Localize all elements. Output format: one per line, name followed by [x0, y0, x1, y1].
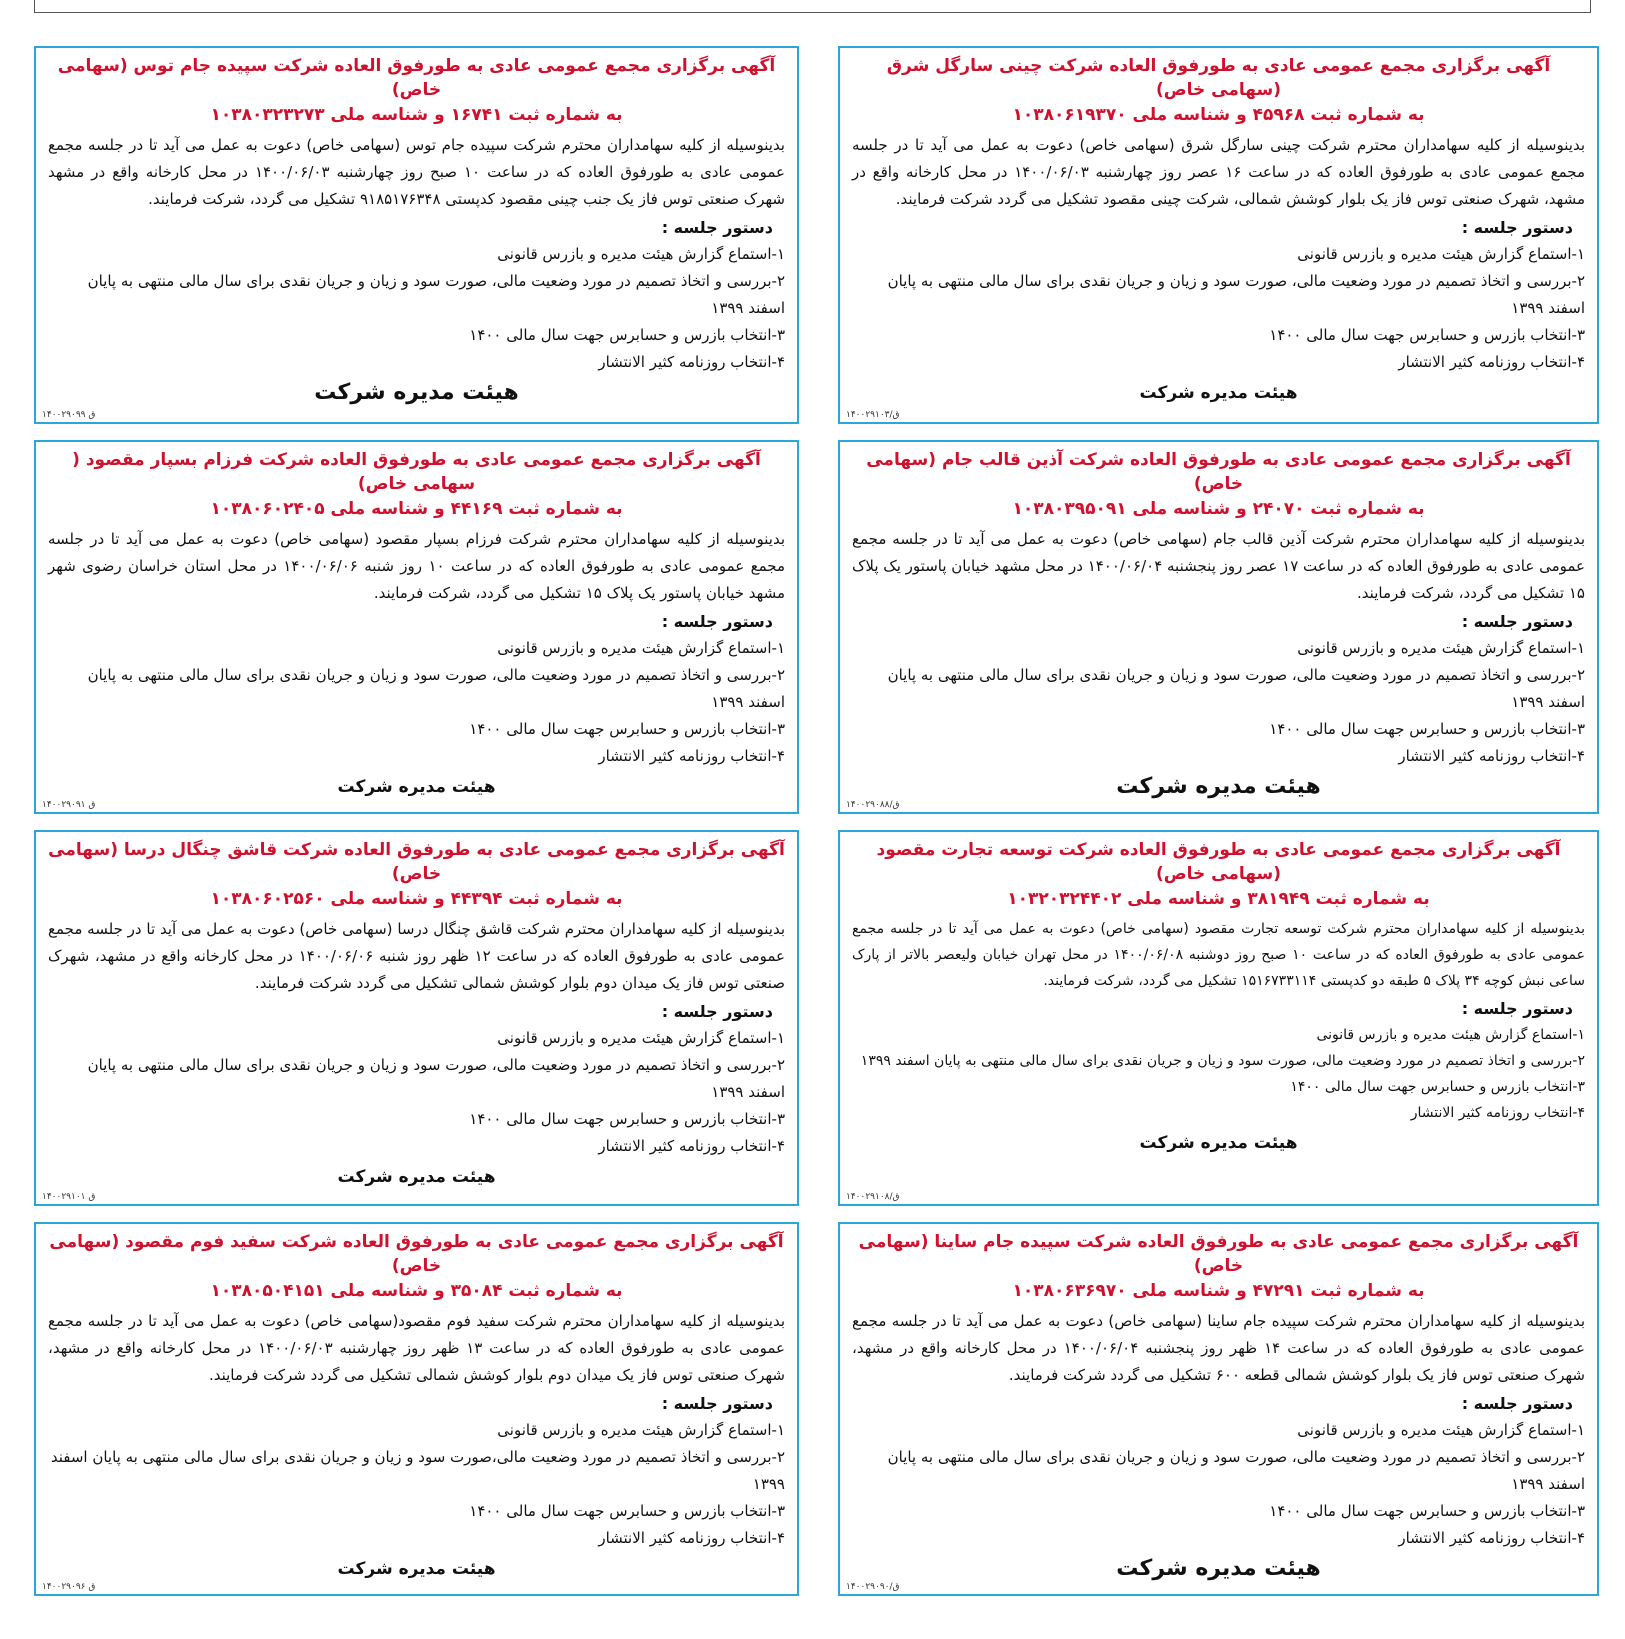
agenda-item: ۱-استماع گزارش هیئت مدیره و بازرس قانونی	[497, 639, 785, 657]
agenda-list	[48, 1025, 785, 1160]
agenda-heading: دستور جلسه :	[661, 218, 773, 237]
agenda-item: ۳-انتخاب بازرس و حسابرس جهت سال مالی ۱۴۰۰	[469, 720, 785, 738]
notice-body: بدینوسیله از کلیه سهامداران محترم شرکت آذین قالب جام (سهامی خاص) دعوت به عمل می آید تا در جلسه مجمع عمومی عادی به طورفوق العاده که در ساعت ۱۷ عصر روز پنجشنبه ۱۴۰۰/۰۶/۰۴ در محل مشهد خیابان پاستور یک پلاک ۱۵ تشکیل می گردد، شرکت فرمایند.	[851, 530, 1585, 602]
agenda-item: ۴-انتخاب روزنامه کثیر الانتشار	[1398, 353, 1585, 371]
agenda-item: ۳-انتخاب بازرس و حسابرس جهت سال مالی ۱۴۰۰	[1290, 1079, 1585, 1095]
agenda-heading: دستور جلسه :	[1461, 999, 1573, 1018]
notice-body: بدینوسیله از کلیه سهامداران محترم شرکت سپیده جام توس (سهامی خاص) دعوت به عمل می آید تا در جلسه مجمع عمومی عادی به طورفوق العاده که در ساعت ۱۰ صبح روز چهارشنبه ۱۴۰۰/۰۶/۰۳ در محل کارخانه واقع در مشهد شهرک صنعتی توس فاز یک جنب چینی مقصود کدپستی ۹۱۸۵۱۷۶۳۴۸ تشکیل می گردد، شرکت فرمایند.	[48, 136, 785, 208]
notice-body: بدینوسیله از کلیه سهامداران محترم شرکت قاشق چنگال درسا (سهامی خاص) دعوت به عمل می آید تا در جلسه مجمع عمومی عادی به طورفوق العاده که در ساعت ۱۲ ظهر روز شنبه ۱۴۰۰/۰۶/۰۶ در محل کارخانه واقع در مشهد، شهرک صنعتی توس فاز یک میدان دوم بلوار کوشش شمالی تشکیل می گردد شرکت فرمایند.	[48, 920, 785, 992]
notice-sefid-foam	[34, 1222, 799, 1596]
agenda-item: ۲-بررسی و اتخاذ تصمیم در مورد وضعیت مالی، صورت سود و زیان و جریان نقدی برای سال مالی منتهی به پایان اسفند ۱۳۹۹	[860, 1053, 1585, 1069]
agenda-heading: دستور جلسه :	[661, 1002, 773, 1021]
agenda-item: ۳-انتخاب بازرس و حسابرس جهت سال مالی ۱۴۰۰	[1269, 720, 1585, 738]
agenda-list	[48, 1417, 785, 1552]
notice-code: ۱۴۰۰۲۹۰۸۸/ق	[846, 800, 900, 810]
notice-code: ۱۴۰۰۲۹۱۰۸/ق	[846, 1192, 900, 1202]
notice-code: ۱۴۰۰۲۹۰۹۱ ق	[42, 800, 96, 810]
agenda-item: ۲-بررسی و اتخاذ تصمیم در مورد وضعیت مالی، صورت سود و زیان و جریان نقدی برای سال مالی منتهی به پایان اسفند ۱۳۹۹	[887, 666, 1585, 711]
notice-code: ۱۴۰۰۲۹۰۹۶ ق	[42, 1582, 96, 1592]
agenda-item: ۱-استماع گزارش هیئت مدیره و بازرس قانونی	[1316, 1027, 1585, 1043]
board-signature: هیئت مدیره شرکت	[1139, 383, 1298, 403]
agenda-item: ۳-انتخاب بازرس و حسابرس جهت سال مالی ۱۴۰۰	[469, 1110, 785, 1128]
agenda-item: ۱-استماع گزارش هیئت مدیره و بازرس قانونی	[1297, 1421, 1585, 1439]
notice-body: بدینوسیله از کلیه سهامداران محترم شرکت توسعه تجارت مقصود (سهامی خاص) دعوت به عمل می آید تا در جلسه مجمع عمومی عادی به طورفوق العاده که در ساعت ۱۰ صبح روز دوشنبه ۱۴۰۰/۰۶/۰۸ در محل تهران خیابان ولیعصر بالاتر از پارک ساعی نبش کوچه ۳۴ پلاک ۵ طبقه دو کدپستی ۱۵۱۶۷۳۳۱۱۴ تشکیل می گردد، شرکت فرمایند.	[852, 921, 1586, 989]
agenda-list	[48, 635, 785, 770]
agenda-list	[852, 1417, 1585, 1552]
agenda-item: ۳-انتخاب بازرس و حسابرس جهت سال مالی ۱۴۰۰	[1269, 1502, 1585, 1520]
board-signature: هیئت مدیره شرکت	[314, 380, 519, 405]
agenda-item: ۳-انتخاب بازرس و حسابرس جهت سال مالی ۱۴۰۰	[1269, 326, 1585, 344]
agenda-item: ۲-بررسی و اتخاذ تصمیم در مورد وضعیت مالی، صورت سود و زیان و جریان نقدی برای سال مالی منتهی به پایان اسفند ۱۳۹۹	[887, 1448, 1585, 1493]
agenda-list	[852, 241, 1585, 376]
board-signature: هیئت مدیره شرکت	[337, 1559, 496, 1579]
notice-registration: به شماره ثبت ۲۴۰۷۰ و شناسه ملی ۱۰۳۸۰۳۹۵۰۹۱	[1012, 499, 1425, 519]
agenda-heading: دستور جلسه :	[1461, 1394, 1573, 1413]
agenda-item: ۴-انتخاب روزنامه کثیر الانتشار	[598, 353, 785, 371]
agenda-item: ۱-استماع گزارش هیئت مدیره و بازرس قانونی	[1297, 245, 1585, 263]
notice-farzam-baspar	[34, 440, 799, 814]
notice-title: آگهی برگزاری مجمع عمومی عادی به طورفوق العاده شرکت آذین قالب جام (سهامی خاص)	[866, 450, 1571, 494]
agenda-list	[852, 635, 1585, 770]
notice-body: بدینوسیله از کلیه سهامداران محترم شرکت سفید فوم مقصود(سهامی خاص) دعوت به عمل می آید تا در جلسه مجمع عمومی عادی به طورفوق العاده که در ساعت ۱۳ ظهر روز چهارشنبه ۱۴۰۰/۰۶/۰۳ در محل کارخانه واقع در مشهد، شهرک صنعتی توس فاز یک میدان دوم بلوار کوشش شمالی تشکیل می گردد شرکت فرمایند.	[48, 1312, 785, 1384]
agenda-item: ۱-استماع گزارش هیئت مدیره و بازرس قانونی	[1297, 639, 1585, 657]
board-signature: هیئت مدیره شرکت	[1116, 774, 1321, 799]
agenda-item: ۱-استماع گزارش هیئت مدیره و بازرس قانونی	[497, 245, 785, 263]
notice-code: ۱۴۰۰۲۹۰۹۹ ق	[42, 410, 96, 420]
board-signature: هیئت مدیره شرکت	[337, 1167, 496, 1187]
board-signature: هیئت مدیره شرکت	[1139, 1133, 1298, 1153]
agenda-item: ۴-انتخاب روزنامه کثیر الانتشار	[598, 747, 785, 765]
agenda-item: ۱-استماع گزارش هیئت مدیره و بازرس قانونی	[497, 1421, 785, 1439]
notice-registration: به شماره ثبت ۴۵۹۶۸ و شناسه ملی ۱۰۳۸۰۶۱۹۳۷۰	[1012, 105, 1425, 125]
agenda-heading: دستور جلسه :	[1461, 218, 1573, 237]
notice-code: ۱۴۰۰۲۹۱۰۳/ق	[846, 410, 900, 420]
notice-registration: به شماره ثبت ۴۴۳۹۴ و شناسه ملی ۱۰۳۸۰۶۰۲۵۶۰	[210, 889, 623, 909]
agenda-item: ۲-بررسی و اتخاذ تصمیم در مورد وضعیت مالی،صورت سود و زیان و جریان نقدی برای سال مالی منتهی به پایان اسفند ۱۳۹۹	[50, 1448, 785, 1493]
notice-body: بدینوسیله از کلیه سهامداران محترم شرکت چینی سارگل شرق (سهامی خاص) دعوت به عمل می آید تا در جلسه مجمع عمومی عادی به طورفوق العاده که در ساعت ۱۶ عصر روز چهارشنبه ۱۴۰۰/۰۶/۰۳ در محل کارخانه واقع در مشهد، شهرک صنعتی توس فاز یک بلوار کوشش شمالی، شرکت چینی مقصود تشکیل می گردد شرکت فرمایند.	[852, 136, 1586, 208]
notice-code: ۱۴۰۰۲۹۱۰۱ ق	[42, 1192, 96, 1202]
notice-sargol-shargh	[838, 46, 1599, 424]
notice-registration: به شماره ثبت ۴۷۲۹۱ و شناسه ملی ۱۰۳۸۰۶۳۶۹۷۰	[1012, 1281, 1425, 1301]
agenda-item: ۴-انتخاب روزنامه کثیر الانتشار	[1410, 1105, 1585, 1121]
notice-body: بدینوسیله از کلیه سهامداران محترم شرکت فرزام بسپار مقصود (سهامی خاص) دعوت به عمل می آید تا در جلسه مجمع عمومی عادی به طورفوق العاده که در ساعت ۱۰ روز شنبه ۱۴۰۰/۰۶/۰۶ در محل استان خراسان رضوی شهر مشهد خیابان پاستور یک پلاک ۱۵ تشکیل می گردد، شرکت فرمایند.	[48, 530, 786, 602]
agenda-item: ۴-انتخاب روزنامه کثیر الانتشار	[1398, 747, 1585, 765]
notice-azin-ghaleb-jam	[838, 440, 1599, 814]
agenda-item: ۴-انتخاب روزنامه کثیر الانتشار	[1398, 1529, 1585, 1547]
notice-registration: به شماره ثبت ۱۶۷۴۱ و شناسه ملی ۱۰۳۸۰۳۲۳۲۷۳	[210, 105, 623, 125]
notice-title: آگهی برگزاری مجمع عمومی عادی به طورفوق العاده شرکت توسعه تجارت مقصود (سهامی خاص)	[876, 840, 1561, 884]
agenda-item: ۲-بررسی و اتخاذ تصمیم در مورد وضعیت مالی، صورت سود و زیان و جریان نقدی برای سال مالی منتهی به پایان اسفند ۱۳۹۹	[87, 666, 785, 711]
agenda-item: ۳-انتخاب بازرس و حسابرس جهت سال مالی ۱۴۰۰	[469, 1502, 785, 1520]
notice-registration: به شماره ثبت ۳۸۱۹۴۹ و شناسه ملی ۱۰۳۲۰۳۲۴۴۰۲	[1007, 889, 1430, 909]
agenda-item: ۲-بررسی و اتخاذ تصمیم در مورد وضعیت مالی، صورت سود و زیان و جریان نقدی برای سال مالی منتهی به پایان اسفند ۱۳۹۹	[887, 272, 1585, 317]
notice-tose-tejarat	[838, 830, 1599, 1206]
agenda-item: ۴-انتخاب روزنامه کثیر الانتشار	[598, 1137, 785, 1155]
agenda-item: ۲-بررسی و اتخاذ تصمیم در مورد وضعیت مالی، صورت سود و زیان و جریان نقدی برای سال مالی منتهی به پایان اسفند ۱۳۹۹	[87, 272, 785, 317]
notice-title: آگهی برگزاری مجمع عمومی عادی به طورفوق العاده شرکت قاشق چنگال درسا (سهامی خاص)	[48, 840, 785, 884]
agenda-item: ۴-انتخاب روزنامه کثیر الانتشار	[598, 1529, 785, 1547]
notice-sepideh-jam-saina	[838, 1222, 1599, 1596]
board-signature: هیئت مدیره شرکت	[1116, 1556, 1321, 1581]
agenda-item: ۱-استماع گزارش هیئت مدیره و بازرس قانونی	[497, 1029, 785, 1047]
notice-registration: به شماره ثبت ۳۵۰۸۴ و شناسه ملی ۱۰۳۸۰۵۰۴۱۵۱	[210, 1281, 623, 1301]
agenda-heading: دستور جلسه :	[661, 612, 773, 631]
notice-title: آگهی برگزاری مجمع عمومی عادی به طورفوق العاده شرکت فرزام بسپار مقصود ( سهامی خاص)	[72, 450, 761, 494]
notice-code: ۱۴۰۰۲۹۰۹۰/ق	[846, 1582, 900, 1592]
agenda-heading: دستور جلسه :	[661, 1394, 773, 1413]
agenda-heading: دستور جلسه :	[1461, 612, 1573, 631]
agenda-item: ۳-انتخاب بازرس و حسابرس جهت سال مالی ۱۴۰۰	[469, 326, 785, 344]
notice-title: آگهی برگزاری مجمع عمومی عادی به طورفوق العاده شرکت سپیده جام ساینا (سهامی خاص)	[858, 1232, 1579, 1276]
board-signature: هیئت مدیره شرکت	[337, 777, 496, 797]
notice-sepideh-jam-toos	[34, 46, 799, 424]
agenda-list	[48, 241, 785, 376]
agenda-item: ۲-بررسی و اتخاذ تصمیم در مورد وضعیت مالی، صورت سود و زیان و جریان نقدی برای سال مالی منتهی به پایان اسفند ۱۳۹۹	[87, 1056, 785, 1101]
notice-body: بدینوسیله از کلیه سهامداران محترم شرکت سپیده جام ساینا (سهامی خاص) دعوت به عمل می آید تا در جلسه مجمع عمومی عادی به طورفوق العاده که در ساعت ۱۴ ظهر روز پنجشنبه ۱۴۰۰/۰۶/۰۴ در محل کارخانه واقع در مشهد، شهرک صنعتی توس فاز یک بلوار کوشش شمالی قطعه ۶۰۰ تشکیل می گردد شرکت فرمایند.	[852, 1312, 1585, 1384]
agenda-list	[852, 1022, 1585, 1126]
notice-title: آگهی برگزاری مجمع عمومی عادی به طورفوق العاده شرکت سپیده جام توس (سهامی خاص)	[57, 56, 776, 100]
top-border-rule	[34, 0, 1591, 13]
notice-ghashogh-changal-dorsa	[34, 830, 799, 1206]
notice-registration: به شماره ثبت ۴۴۱۶۹ و شناسه ملی ۱۰۳۸۰۶۰۲۴۰۵	[210, 499, 623, 519]
notice-title: آگهی برگزاری مجمع عمومی عادی به طورفوق العاده شرکت چینی سارگل شرق (سهامی خاص)	[886, 56, 1551, 100]
notice-title: آگهی برگزاری مجمع عمومی عادی به طورفوق العاده شرکت سفید فوم مقصود (سهامی خاص)	[49, 1232, 784, 1276]
